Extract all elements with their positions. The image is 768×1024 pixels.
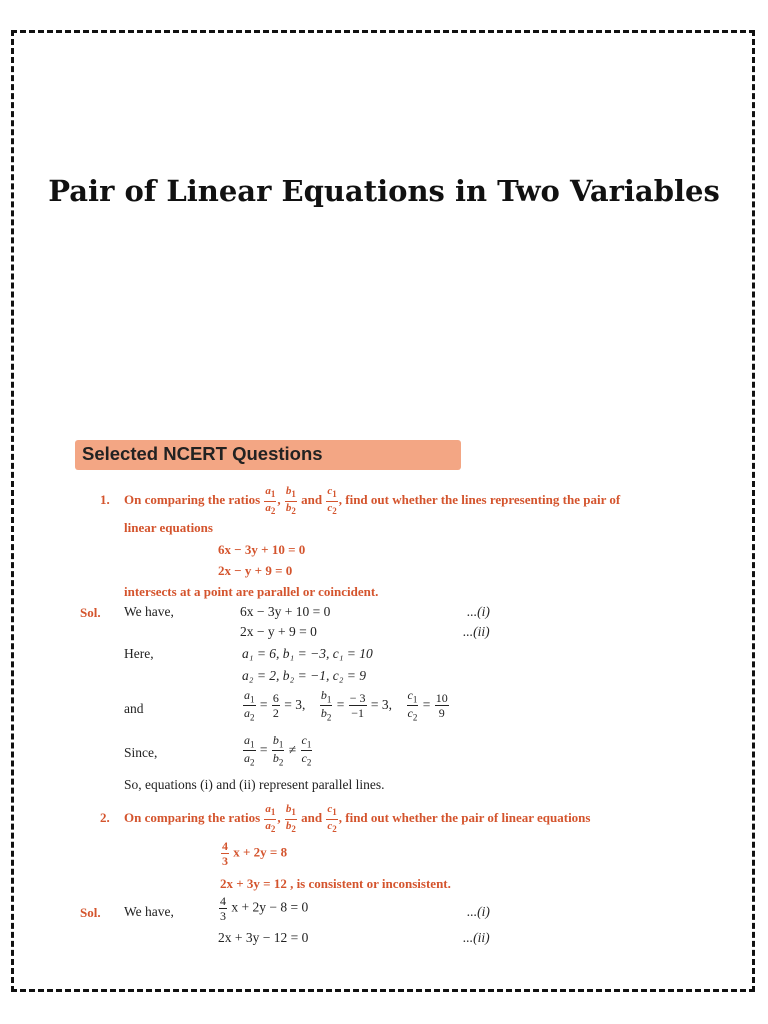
ratio-c-value: $\frac{10}{9}$ xyxy=(435,691,448,721)
sol1-we-have: We have, xyxy=(124,604,174,619)
q1-post: , find out whether the lines representing the pair of xyxy=(338,492,621,507)
sol1-label: Sol. xyxy=(80,605,101,620)
ratio-b-value: $\frac{- 3}{-1}$ xyxy=(349,691,366,721)
ratio-a: $\frac{a_1}{a_2}$ xyxy=(265,803,276,834)
ratio-b: $\frac{b_1}{b_2}$ xyxy=(285,485,296,516)
sol2-tag1: ...(i) xyxy=(467,904,490,919)
sol2-eq1: $\frac{4}{3}$ x + 2y − 8 = 0 xyxy=(220,894,309,923)
q1-number: 1. xyxy=(100,492,110,507)
q2-line1: On comparing the ratios $\frac{a_1}{a_2}$ , $\frac{b_1}{b_2}$ and $\frac{c_1}{c_2}$ , find out whether the pair of linear equations xyxy=(124,803,591,834)
q1-and: and xyxy=(301,492,323,507)
section-banner-label: Selected NCERT Questions xyxy=(82,443,323,464)
ratio-a-value: $\frac{6}{2}$ xyxy=(272,691,279,721)
q1-line2: linear equations xyxy=(124,520,213,535)
q2-post: , find out whether the pair of linear equations xyxy=(338,810,591,825)
sol2-tag2: ...(ii) xyxy=(463,930,490,945)
ratio-b: $\frac{b_1}{b_2}$ xyxy=(285,803,296,834)
q2-eq2: 2x + 3y = 12 , is consistent or inconsistent. xyxy=(220,876,451,891)
sol2-label: Sol. xyxy=(80,905,101,920)
q1-line3: intersects at a point are parallel or coincident. xyxy=(124,584,379,599)
q1-line1: On comparing the ratios $\frac{a_1}{a_2}$ , $\frac{b_1}{b_2}$ and $\frac{c_1}{c_2}$ , find out whether the lines representing the pair of xyxy=(124,485,621,516)
sol1-eq2: 2x − y + 9 = 0 xyxy=(240,624,317,639)
sol1-conclusion: So, equations (i) and (ii) represent parallel lines. xyxy=(124,777,385,792)
sol1-coef2: a₂ = 2, b₂ = −1, c₂ = 9 xyxy=(242,668,367,683)
ratio-c: $\frac{c_1}{c_2}$ xyxy=(327,803,337,834)
q2-number: 2. xyxy=(100,810,110,825)
ratio-c: $\frac{c_1}{c_2}$ xyxy=(327,485,337,516)
ratio-b-fraction: $\frac{b_1}{b_2}$ xyxy=(320,688,332,723)
sol2-we-have: We have, xyxy=(124,904,174,919)
ratio-b-result: = 3, xyxy=(370,696,393,712)
sol1-ratios: $\frac{a_1}{a_2}$ = $\frac{6}{2}$ = 3, $\frac{b_1}{b_2}$ = $\frac{- 3}{-1}$ = 3, $\frac{c_1}{c_2}$ = $\frac{10}{9}$ xyxy=(244,688,448,723)
q1-eq2: 2x − y + 9 = 0 xyxy=(218,563,293,578)
sol1-tag2: ...(ii) xyxy=(463,624,490,639)
sol1-eq1: 6x − 3y + 10 = 0 xyxy=(240,604,331,619)
q1-eq1: 6x − 3y + 10 = 0 xyxy=(218,542,306,557)
ratio-a-fraction: $\frac{a_1}{a_2}$ xyxy=(244,688,255,723)
sol1-since: Since, xyxy=(124,745,158,760)
sol1-coef1: a₁ = 6, b₁ = −3, c₁ = 10 xyxy=(242,646,373,661)
sol1-tag1: ...(i) xyxy=(467,604,490,619)
ratio-a: $\frac{a_1}{a_2}$ xyxy=(265,485,276,516)
q1-pre: On comparing the ratios xyxy=(124,492,261,507)
sol1-inequality: $\frac{a_1}{a_2}$ = $\frac{b_1}{b_2}$ ≠ $\frac{c_1}{c_2}$ xyxy=(244,733,312,768)
q2-eq1: $\frac{4}{3}$ x + 2y = 8 xyxy=(222,839,288,868)
section-banner xyxy=(75,440,461,470)
page-title: Pair of Linear Equations in Two Variables xyxy=(48,174,720,208)
sol2-eq2: 2x + 3y − 12 = 0 xyxy=(218,930,309,945)
sol1-and: and xyxy=(124,701,144,716)
q2-and: and xyxy=(301,810,323,825)
q2-pre: On comparing the ratios xyxy=(124,810,261,825)
ratio-c-fraction: $\frac{c_1}{c_2}$ xyxy=(407,688,418,723)
ratio-a-result: = 3, xyxy=(284,696,306,712)
sol1-here: Here, xyxy=(124,646,154,661)
